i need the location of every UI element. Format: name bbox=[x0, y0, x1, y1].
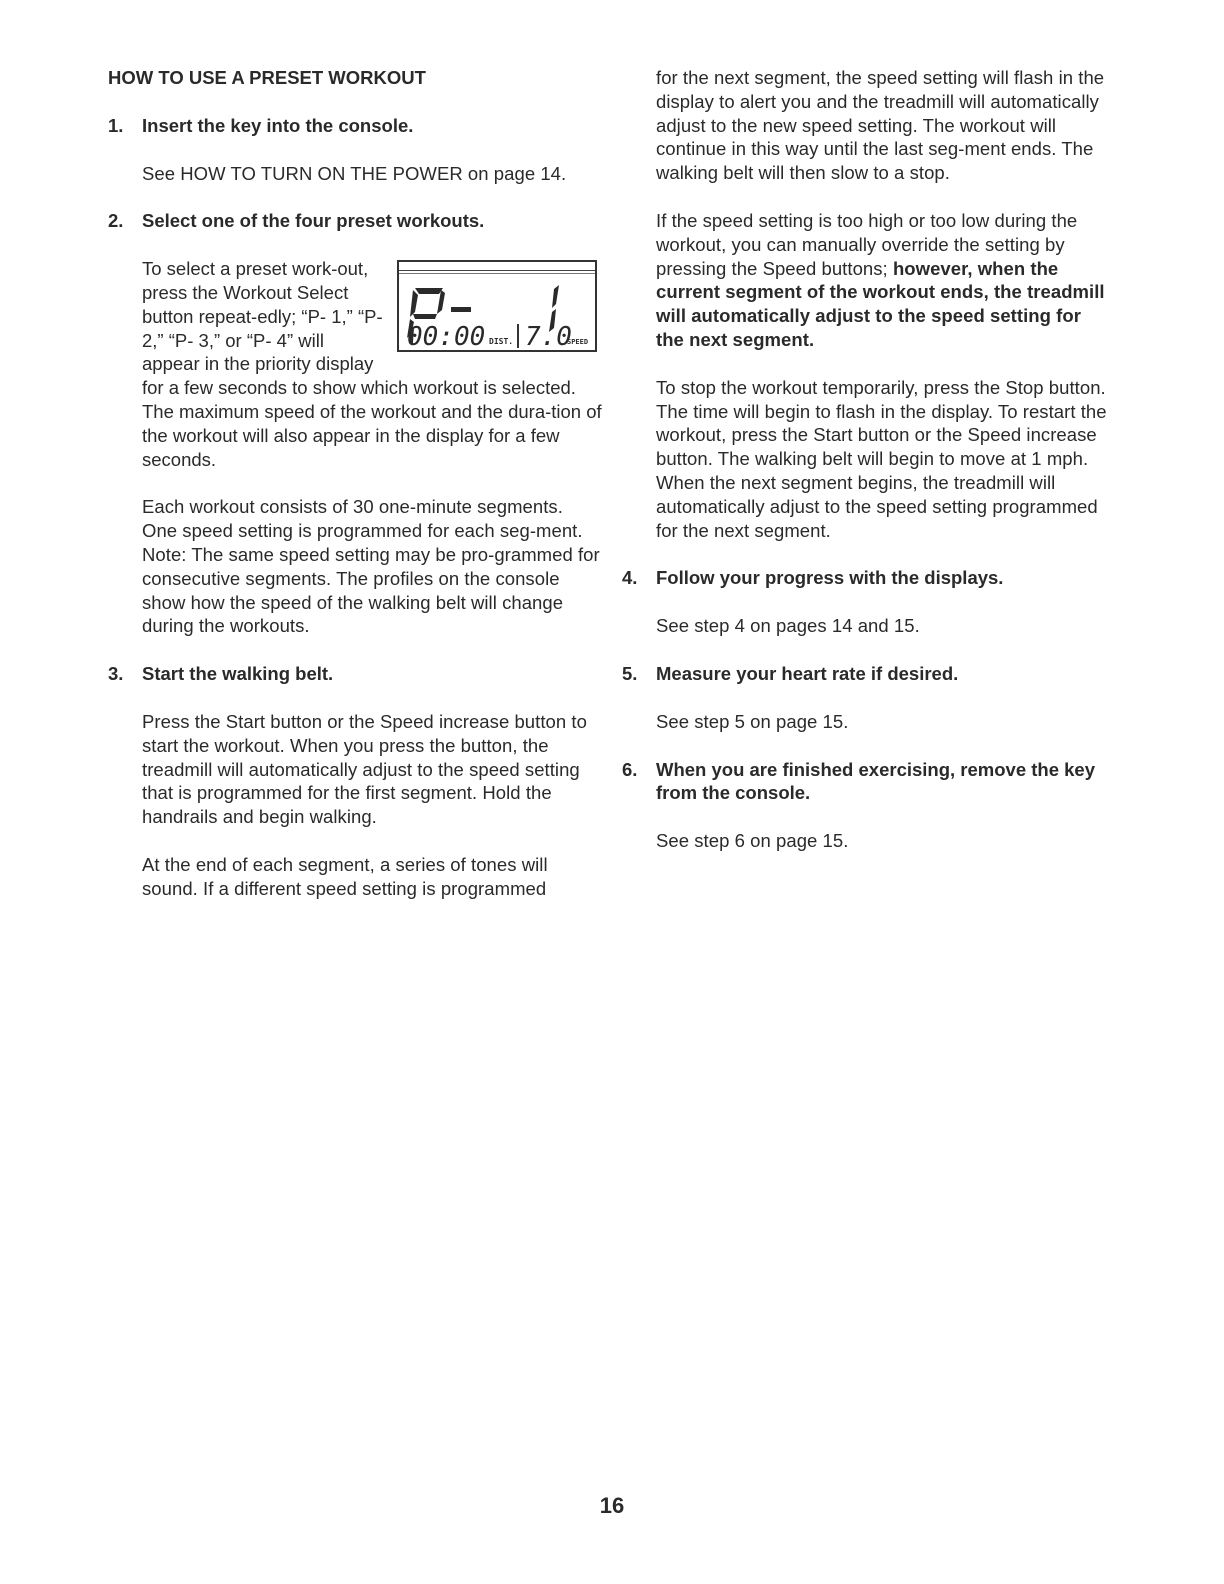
right-column bbox=[622, 66, 1110, 877]
display-divider bbox=[517, 324, 519, 348]
step-number: 5. bbox=[622, 662, 638, 684]
console-display-illustration bbox=[397, 260, 597, 352]
step-5-body: See step 5 on page 15. bbox=[656, 710, 849, 732]
step-6-body: See step 6 on page 15. bbox=[656, 830, 849, 852]
display-speed: 7.0 bbox=[525, 322, 572, 353]
step-1-heading bbox=[108, 114, 603, 138]
paragraph-bold-text: however, when the current segment of the workout ends, the treadmill will automatically adjust to the speed setting for the next segment. bbox=[656, 257, 1105, 350]
step-number: 6. bbox=[622, 758, 638, 780]
continued-paragraph-3: To stop the workout temporarily, press the Stop button. The time will begin to flash in the display. To restart the workout, press the Start button or the Speed increase button. The walking belt will begin to move at 1 mph. When the next segment begins, the treadmill will automatically adjust to the speed setting programmed for the next segment. bbox=[656, 376, 1107, 541]
step-4-heading bbox=[622, 566, 1110, 590]
step-6-heading bbox=[622, 758, 1110, 806]
page-number: 16 bbox=[599, 1493, 625, 1518]
step-title: Follow your progress with the displays. bbox=[656, 567, 1004, 589]
step-number: 4. bbox=[622, 567, 638, 589]
step-4-body: See step 4 on pages 14 and 15. bbox=[656, 615, 920, 637]
step-2-body-2: Each workout consists of 30 one-minute segments. One speed setting is programmed for each seg-ment. Note: The same speed setting may be pro-grammed for consecutive segments. The profiles on the console show how the speed of the walking belt will change during the workouts. bbox=[142, 496, 600, 637]
paragraph-text: If the speed setting is too high or too low during the workout, you can manually override the setting by pressing the Speed buttons; bbox=[656, 209, 1078, 279]
step-title: Insert the key into the console. bbox=[142, 114, 414, 136]
display-distance: 00:00 bbox=[407, 322, 486, 353]
step-2-body-1: To select a preset work-out, press the Workout Select button repeat-edly; “P- 1,” “P- 2,” “P- 3,” or “P- 4” will appear in the priority display for a few seconds to show which workout is selected. The maximum speed of the workout and the dura-tion of the workout will also appear in the display for a few seconds. bbox=[142, 258, 602, 470]
step-title: When you are finished exercising, remove the key from the console. bbox=[656, 758, 1096, 804]
step-number: 3. bbox=[108, 663, 124, 685]
step-title: Start the walking belt. bbox=[142, 663, 334, 685]
step-number: 1. bbox=[108, 114, 124, 136]
continued-paragraph-1: for the next segment, the speed setting will flash in the display to alert you and the treadmill will automatically adjust to the new speed setting. The workout will continue in this way until the last seg-ment ends. The walking belt will then slow to a stop. bbox=[656, 67, 1105, 184]
display-speed-label: SPEED bbox=[567, 338, 589, 347]
section-title: HOW TO USE A PRESET WORKOUT bbox=[108, 67, 426, 88]
display-segments bbox=[399, 262, 597, 352]
step-3-heading bbox=[108, 662, 603, 686]
step-3-body-1: Press the Start button or the Speed increase button to start the workout. When you press the button, the treadmill will automatically adjust to the speed setting that is programmed for the first segment. Hold the handrails and begin walking. bbox=[142, 710, 587, 828]
step-title: Measure your heart rate if desired. bbox=[656, 662, 959, 684]
step-2-body-with-display bbox=[142, 257, 603, 471]
step-number: 2. bbox=[108, 210, 124, 232]
step-3-body-2: At the end of each segment, a series of tones will sound. If a different speed setting is programmed bbox=[142, 853, 548, 899]
left-column bbox=[108, 66, 603, 925]
continued-paragraph-2 bbox=[656, 209, 1110, 352]
display-distance-label: DIST. bbox=[489, 337, 514, 347]
step-1-body: See HOW TO TURN ON THE POWER on page 14. bbox=[142, 162, 567, 184]
step-5-heading bbox=[622, 662, 1110, 686]
step-2-heading bbox=[108, 209, 603, 233]
step-title: Select one of the four preset workouts. bbox=[142, 210, 485, 232]
